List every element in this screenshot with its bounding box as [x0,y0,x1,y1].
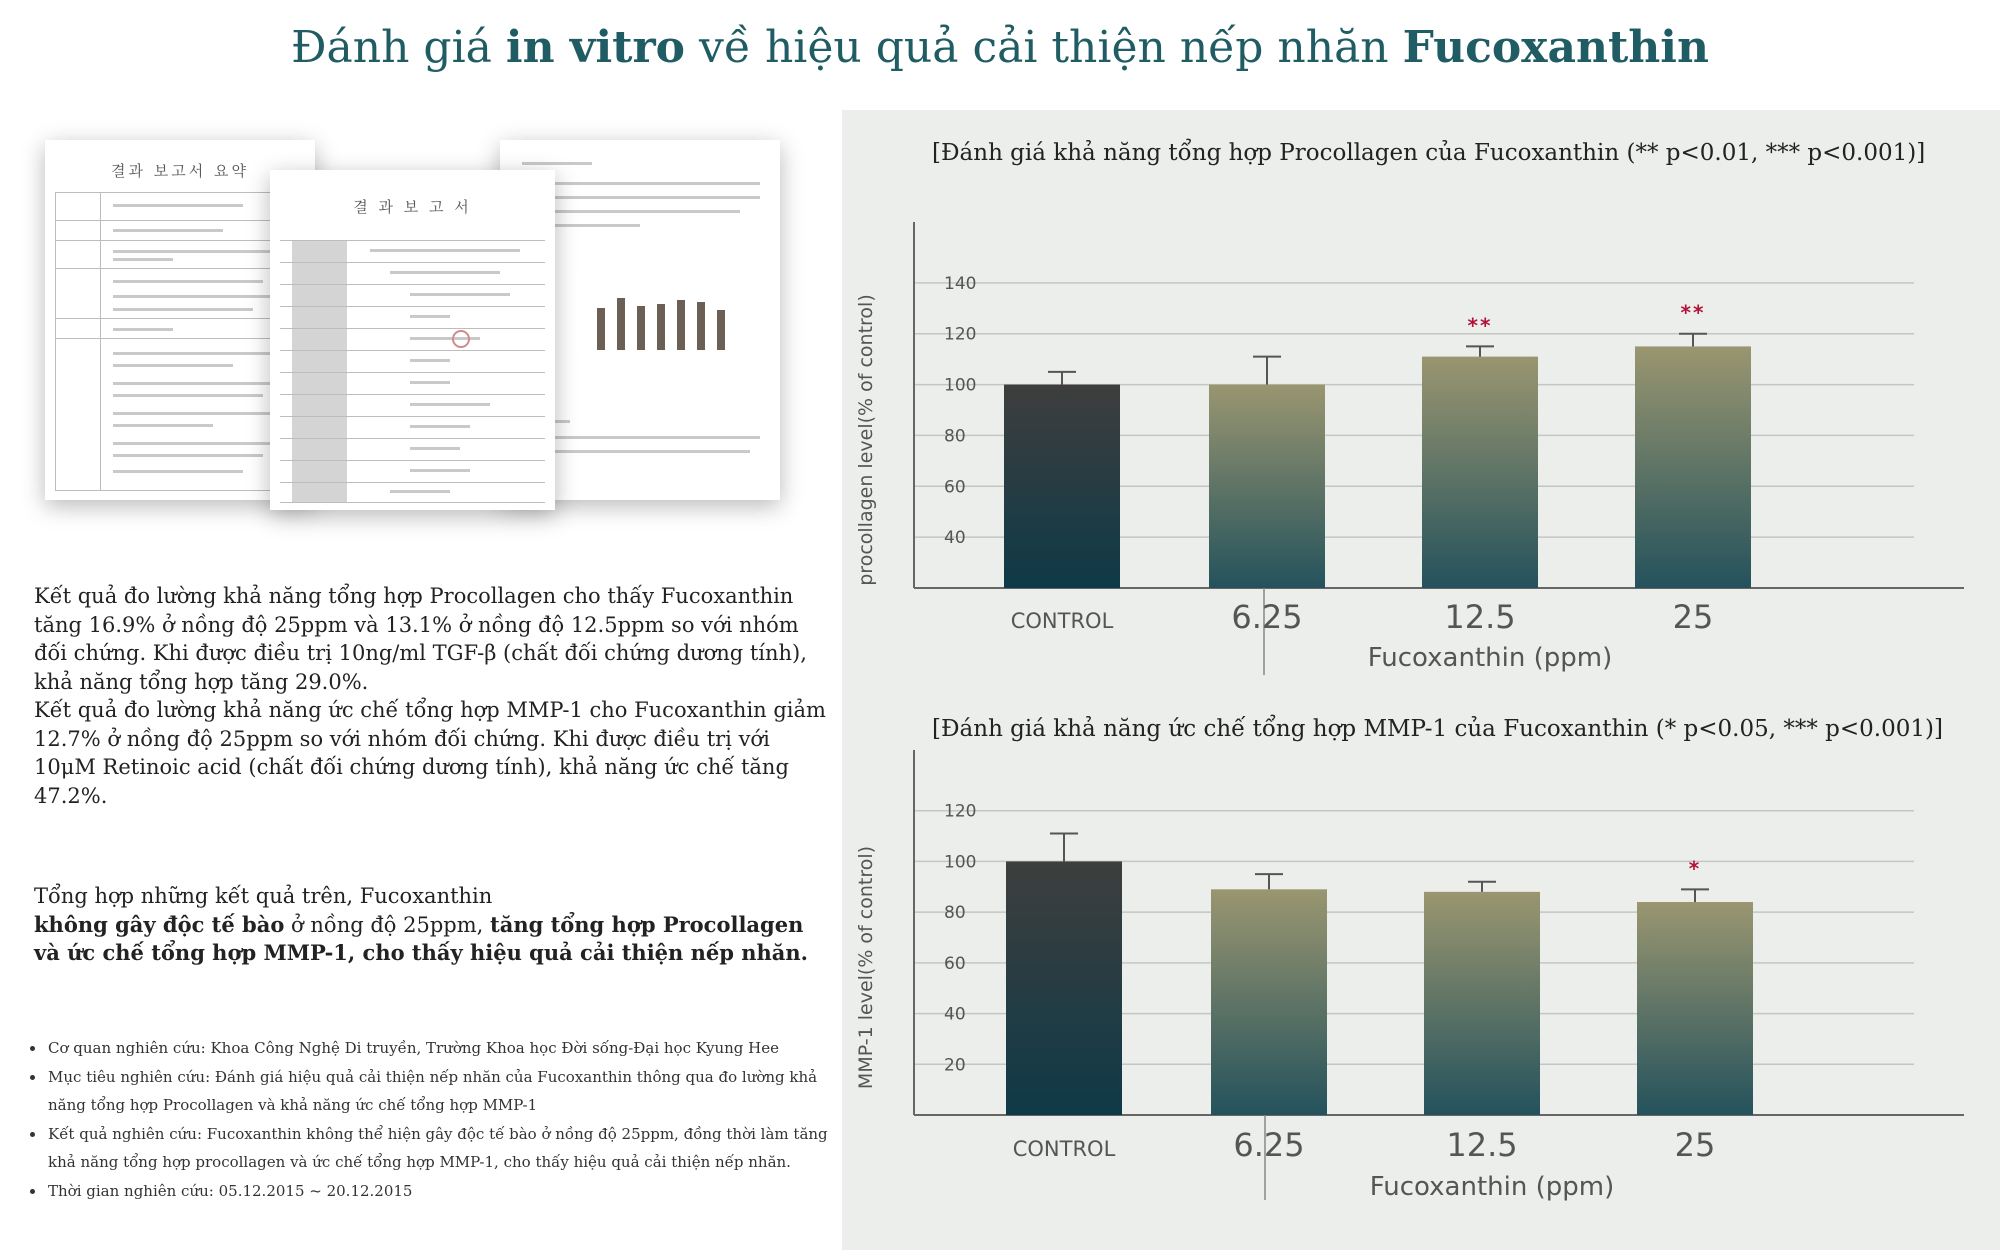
title-part-3: về hiệu quả cải thiện nếp nhăn [685,22,1403,73]
report-summary-heading: 결과 보고서 요약 [111,162,249,180]
category-label: 12.5 [1446,1126,1518,1164]
report-document-heading: 결 과 보 고 서 [353,198,472,216]
title-part-1: Đánh giá [291,22,506,73]
chart-panel [842,110,2000,1250]
y-tick-label: 40 [944,528,966,549]
conclusion-intro: Tổng hợp những kết quả trên, Fucoxanthin [34,884,493,908]
bar-control [1004,385,1120,588]
summary-mmp1: Kết quả đo lường khả năng ức chế tổng hợp MMP-1 cho Fucoxanthin giảm 12.7% ở nồng độ 25ppm so với nhóm đối chứng. Khi được điều trị với 10μM Retinoic acid (chất đối chứng dương tính), khả năng ức chế tăng 47.2%. [34,698,826,808]
bar-control [1006,861,1122,1115]
y-tick-label: 80 [944,903,966,924]
y-tick-label: 20 [944,1055,966,1076]
category-label: CONTROL [1010,609,1114,633]
y-tick-label: 60 [944,477,966,498]
conclusion-normal-1: ở nồng độ 25ppm, [284,912,491,937]
category-label: 6.25 [1231,598,1303,636]
title-part-2: in vitro [505,22,686,73]
conclusion [34,882,834,968]
category-label: CONTROL [1012,1137,1116,1161]
significance-marker: ** [1467,313,1493,338]
bar-treated [1211,889,1327,1115]
report-document [270,170,555,510]
y-axis-title: procollagen level(% of control) [855,294,877,586]
bar-treated [1637,902,1753,1115]
category-label: 25 [1672,598,1714,636]
note-item: • Thời gian nghiên cứu: 05.12.2015 ~ 20.12.2015 [46,1177,846,1206]
bar-treated [1422,357,1538,588]
study-notes [28,1034,846,1205]
y-tick-label: 120 [944,324,977,345]
seal-stamp [452,330,470,348]
title-part-4: Fucoxanthin [1402,22,1709,73]
x-axis-title: Fucoxanthin (ppm) [1367,643,1613,673]
bar-charts [842,110,2000,1250]
conclusion-bold-1: không gây độc tế bào [34,911,285,937]
significance-marker: * [1688,856,1702,881]
x-axis-title: Fucoxanthin (ppm) [1369,1172,1615,1202]
y-tick-label: 60 [944,953,966,974]
results-summary [34,582,834,810]
y-tick-label: 40 [944,1004,966,1025]
note-item: • Cơ quan nghiên cứu: Khoa Công Nghệ Di truyền, Trường Khoa học Đời sống-Đại học Kyung Hee [46,1034,846,1063]
bar-treated [1635,346,1751,588]
y-tick-label: 100 [944,852,977,873]
category-label: 6.25 [1233,1126,1305,1164]
note-item: • Kết quả nghiên cứu: Fucoxanthin không thể hiện gây độc tế bào ở nồng độ 25ppm, đồng thời làm tăng khả năng tổng hợp procollagen và ức chế tổng hợp MMP-1, cho thấy hiệu quả cải thiện nếp nhăn. [46,1120,846,1177]
conclusion-bold-2: tăng tổng hợp Procollagen và ức chế tổng hợp MMP-1, cho thấy hiệu quả cải thiện nếp nhăn. [34,911,808,965]
y-tick-label: 100 [944,375,977,396]
y-tick-label: 140 [944,273,977,294]
y-tick-label: 80 [944,426,966,447]
chart-title-mmp1: [Đánh giá khả năng ức chế tổng hợp MMP-1 của Fucoxanthin (* p<0.05, *** p<0.001)] [932,716,1943,742]
category-label: 12.5 [1444,598,1516,636]
category-label: 25 [1674,1126,1716,1164]
bar-treated [1424,892,1540,1115]
report-documents-image [40,130,800,520]
conclusion-body [34,911,834,968]
note-item: • Mục tiêu nghiên cứu: Đánh giá hiệu quả cải thiện nếp nhăn của Fucoxanthin thông qua đo lường khả năng tổng hợp Procollagen và khả năng ức chế tổng hợp MMP-1 [46,1063,846,1120]
page-title [0,22,2000,73]
y-tick-label: 120 [944,801,977,822]
y-axis-title: MMP-1 level(% of control) [855,845,877,1090]
mini-bar-chart [577,270,747,350]
summary-procollagen: Kết quả đo lường khả năng tổng hợp Procollagen cho thấy Fucoxanthin tăng 16.9% ở nồng độ 25ppm và 13.1% ở nồng độ 12.5ppm so với nhóm đối chứng. Khi được điều trị 10ng/ml TGF-β (chất đối chứng dương tính), khả năng tổng hợp tăng 29.0%. [34,584,807,694]
bar-treated [1209,385,1325,588]
significance-marker: ** [1680,300,1706,325]
chart-title-procollagen: [Đánh giá khả năng tổng hợp Procollagen của Fucoxanthin (** p<0.01, *** p<0.001)] [932,140,1926,166]
